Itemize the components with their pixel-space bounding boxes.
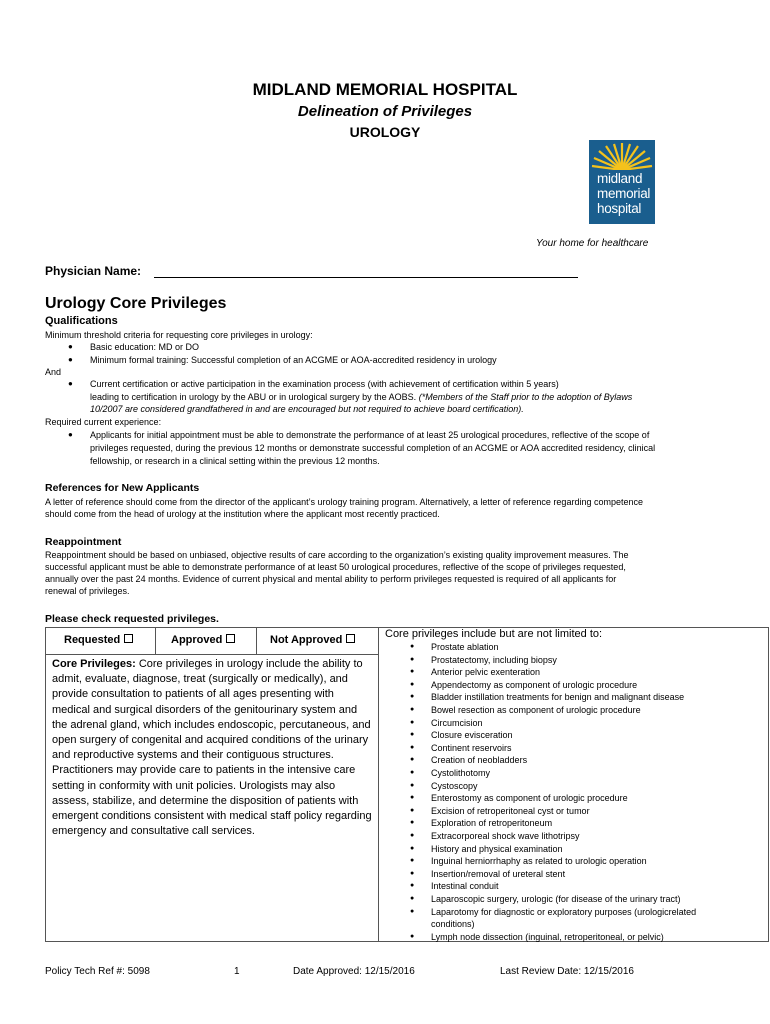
privilege-item: Extracorporeal shock wave lithotripsy [431, 831, 580, 841]
hospital-logo [589, 140, 655, 224]
and-label: And [45, 367, 62, 377]
experience-line-3: fellowship, or research in a clinical setting within the previous 12 months. [90, 456, 380, 466]
not-approved-checkbox[interactable] [346, 634, 355, 643]
policy-ref: Policy Tech Ref #: 5098 [45, 966, 150, 977]
bullet-icon: ● [410, 706, 415, 713]
bullet-icon: ● [410, 819, 415, 827]
requested-checkbox[interactable] [124, 634, 133, 643]
logo-line-3: hospital [597, 201, 642, 216]
privilege-item: Prostate ablation [431, 642, 499, 652]
privilege-item: Closure evisceration [431, 730, 513, 741]
grandfather-note: (*Members of the Staff prior to the adoption of Bylaws [418, 392, 633, 402]
bullet-icon: ● [410, 769, 415, 776]
bullet-icon: ● [410, 806, 415, 814]
privilege-item: Anterior pelvic exenteration [431, 667, 541, 678]
bullet-icon: ● [410, 832, 415, 839]
privilege-item: Continent reservoirs [431, 742, 512, 753]
privilege-item: Laparotomy for diagnostic or exploratory purposes (urologicrelated conditions) [431, 906, 697, 930]
bullet-icon: ● [410, 731, 415, 739]
specialty-title: UROLOGY [349, 124, 421, 140]
requested-label: Requested [64, 634, 121, 646]
experience-line-2: privileges requested, during the previous 12 months or demonstrate successful completion of an ACGME or AOA accredited residency, clinical [90, 443, 656, 453]
reappointment-line-2: successful applicant must be able to demonstrate performance of at least 50 urological procedures, reflective of the scope of privileges requested, [45, 562, 626, 572]
bullet-icon: ● [410, 756, 415, 764]
approved-label: Approved [171, 634, 223, 646]
privilege-item: History and physical examination [431, 843, 563, 854]
table-col-divider [256, 627, 257, 654]
tagline: Your home for healthcare [536, 238, 649, 249]
privilege-item: Bowel resection as component of urologic procedure [431, 705, 641, 715]
qualification-certification-cont [90, 391, 632, 404]
core-privileges-heading: Urology Core Privileges [45, 295, 227, 312]
logo-line-2: memorial [597, 186, 651, 201]
qualification-training: Minimum formal training: Successful completion of an ACGME or AOA-accredited residency in urology [90, 355, 497, 365]
bullet-icon: ● [410, 895, 415, 902]
privilege-item: Insertion/removal of ureteral stent [431, 868, 566, 879]
bullet-icon: ● [410, 844, 415, 852]
reappointment-line-1: Reappointment should be based on unbiased, objective results of care according to the organization’s existing quality improvement measures. The [45, 550, 629, 560]
core-privileges-description [52, 657, 374, 839]
privilege-item: Lymph node dissection (inguinal, retroperitoneal, or pelvic) [431, 931, 664, 942]
bullet-icon: ● [410, 668, 415, 676]
page-number: 1 [234, 966, 240, 977]
not-approved-column[interactable] [270, 634, 355, 646]
privilege-item: Cystoscopy [431, 780, 478, 791]
bullet-icon: ● [68, 355, 73, 364]
bullet-icon: ● [410, 643, 415, 650]
sunburst-icon [589, 140, 655, 170]
table-col-divider [155, 627, 156, 654]
approved-column[interactable] [171, 634, 235, 646]
bullet-icon: ● [68, 430, 73, 439]
qualification-education: Basic education: MD or DO [90, 342, 200, 352]
privilege-item: Inguinal herniorrhaphy as related to urologic operation [431, 856, 647, 867]
date-approved: Date Approved: 12/15/2016 [293, 966, 415, 977]
qualifications-heading: Qualifications [45, 315, 118, 327]
bullet-icon: ● [410, 907, 415, 915]
bullet-icon: ● [410, 781, 415, 789]
requested-column[interactable] [64, 634, 133, 646]
bullet-icon: ● [410, 655, 415, 663]
references-line-2: should come from the head of urology at the institution where the applicant most recently practiced. [45, 509, 440, 519]
reappointment-line-3: annually over the past 24 months. Evidence of current physical and mental ability to perform privileges requested is required of all applicants for [45, 574, 617, 584]
privilege-item: Appendectomy as component of urologic procedure [431, 679, 638, 690]
reappointment-heading: Reappointment [45, 536, 122, 548]
experience-label: Required current experience: [45, 417, 162, 427]
privileges-list-heading: Core privileges include but are not limited to: [385, 628, 603, 640]
logo-line-1: midland [597, 171, 643, 186]
grandfather-note-cont: 10/2007 are considered grandfathered in and are encouraged but not required to achieve board certification). [90, 404, 524, 414]
privilege-item: Intestinal conduit [431, 881, 499, 892]
reappointment-line-4: renewal of privileges. [45, 586, 130, 596]
privilege-item: Prostatectomy, including biopsy [431, 654, 557, 665]
bullet-icon: ● [410, 693, 415, 701]
privilege-item: Excision of retroperitoneal cyst or tumor [431, 805, 590, 816]
bullet-icon: ● [410, 743, 415, 751]
bullet-icon: ● [410, 869, 415, 877]
last-review-date: Last Review Date: 12/15/2016 [500, 966, 634, 977]
bullet-icon: ● [410, 718, 415, 726]
bullet-icon: ● [410, 932, 415, 940]
core-privileges-label: Core Privileges: [52, 658, 136, 670]
bullet-icon: ● [410, 680, 415, 688]
privilege-item: Exploration of retroperitoneum [431, 818, 553, 829]
qualifications-intro: Minimum threshold criteria for requesting core privileges in urology: [45, 330, 313, 340]
bullet-icon: ● [410, 882, 415, 890]
core-privileges-text: Core privileges in urology include the ability to admit, evaluate, diagnose, treat (surgically or medically), and provide consultation to patients of all ages presenting with medical and surgical disorders of the genitourinary system and the adrenal gland, which includes endoscopic, percutaneous, and open surgery of congenital and acquired conditions of the urinary and reproductive systems and their contiguous structures. Practitioners may provide care to patients in the intensive care setting in conformity with unit policies. Urologists may also assess, stabilize, and determine the disposition of patients with emergent conditions consistent with medical staff policy regarding emergency and consultative call services. [52, 658, 372, 838]
privilege-item: Cystolithotomy [431, 768, 491, 778]
qualification-certification: Current certification or active participation in the examination process (with achievement of certification within 5 years) [90, 379, 559, 389]
not-approved-label: Not Approved [270, 634, 343, 646]
table-header-divider [45, 654, 378, 655]
bullet-icon: ● [410, 794, 415, 802]
document-subtitle: Delineation of Privileges [297, 103, 473, 120]
privilege-item: Enterostomy as component of urologic procedure [431, 793, 628, 804]
references-line-1: A letter of reference should come from the director of the applicant’s urology training program. Alternatively, a letter of reference regarding competence [45, 497, 643, 507]
table-divider [378, 627, 379, 942]
certification-text: leading to certification in urology by the ABU or in urological surgery by the AOBS. [90, 392, 417, 402]
bullet-icon: ● [68, 379, 73, 388]
hospital-title: MIDLAND MEMORIAL HOSPITAL [252, 80, 518, 99]
bullet-icon: ● [410, 857, 415, 865]
check-privileges-heading: Please check requested privileges. [45, 613, 219, 625]
privilege-item: Bladder instillation treatments for benign and malignant disease [431, 692, 685, 703]
bullet-icon: ● [68, 342, 73, 351]
privilege-item: Creation of neobladders [431, 755, 528, 766]
experience-line-1: Applicants for initial appointment must be able to demonstrate the performance of at least 25 urological procedures, reflective of the scope of [90, 430, 650, 440]
physician-name-field[interactable] [154, 277, 578, 278]
approved-checkbox[interactable] [226, 634, 235, 643]
privilege-item: Laparoscopic surgery, urologic (for disease of the urinary tract) [431, 894, 681, 904]
privilege-item: Circumcision [431, 717, 483, 728]
physician-name-label: Physician Name: [45, 264, 142, 278]
references-heading: References for New Applicants [45, 482, 200, 494]
